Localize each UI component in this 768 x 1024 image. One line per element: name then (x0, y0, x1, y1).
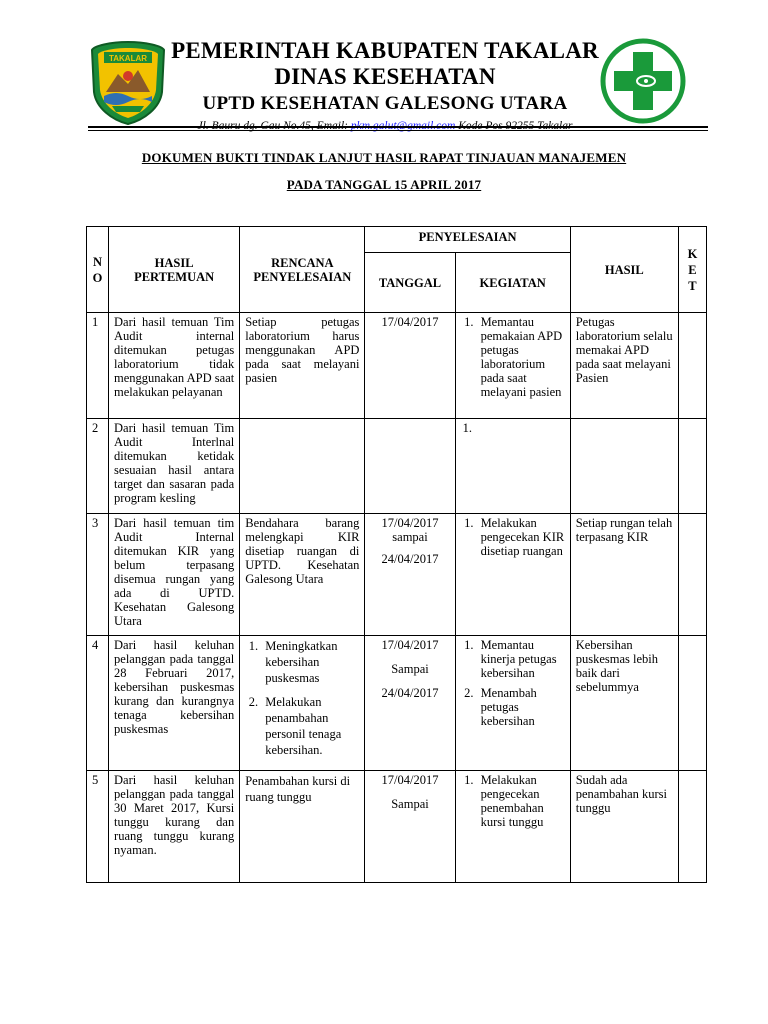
letterhead (0, 0, 768, 135)
takalar-emblem-logo (88, 40, 168, 125)
header-tanggal: TANGGAL (365, 253, 455, 313)
letterhead-text (170, 38, 600, 132)
row-kegiatan (455, 514, 570, 636)
header-hasil-pertemuan: HASIL PERTEMUAN (109, 227, 240, 313)
row-tanggal (365, 514, 455, 636)
row-ket (678, 771, 706, 883)
row-hasil: Setiap rungan telah terpasang KIR (570, 514, 678, 636)
row-kegiatan (455, 313, 570, 419)
tanggal-start: 17/04/2017 (381, 638, 439, 652)
row-hasil-pertemuan: Dari hasil temuan Tim Audit internal ditemukan petugas laboratorium tidak menggunakan APD saat melakukan pelayanan (109, 313, 240, 419)
header-ket: K E T (678, 227, 706, 313)
table-header-row (87, 227, 707, 253)
row-kegiatan (455, 636, 570, 771)
row-no: 1 (87, 313, 109, 419)
row-tanggal (365, 771, 455, 883)
row-no: 4 (87, 636, 109, 771)
tanggal-end: 24/04/2017 (381, 552, 439, 566)
table-row (87, 771, 707, 883)
row-hasil-pertemuan: Dari hasil temuan tim Audit Internal ditemukan KIR yang belum terpasang disemua rungan yang ada di UPTD. Kesehatan Galesong Utara (109, 514, 240, 636)
document-title: DOKUMEN BUKTI TINDAK LANJUT HASIL RAPAT TINJAUAN MANAJEMEN (141, 150, 627, 165)
table-row (87, 313, 707, 419)
row-rencana: Bendahara barang melengkapi KIR disetiap ruangan di UPTD. Kesehatan Galesong Utara (240, 514, 365, 636)
header-penyelesaian: PENYELESAIAN (365, 227, 570, 253)
row-hasil: Petugas laboratorium selalu memakai APD pada saat melayani Pasien (570, 313, 678, 419)
kegiatan-item: 1. Memantau kinerja petugas kebersihan (477, 638, 565, 680)
tanggal-sampai: Sampai (391, 662, 429, 676)
table-row (87, 419, 707, 514)
unit-name: UPTD KESEHATAN GALESONG UTARA (202, 93, 568, 114)
row-no: 5 (87, 771, 109, 883)
tanggal-sampai: Sampai (391, 797, 429, 811)
row-hasil-pertemuan: Dari hasil keluhan pelanggan pada tanggal 28 Februari 2017, kebersihan puskesmas kurang dan kurangnya tenaga kebersihan puskesmas (109, 636, 240, 771)
row-hasil-pertemuan: Dari hasil temuan Tim Audit Interlnal ditemukan ketidak sesuaian hasil antara target dan sasaran pada program kesling (109, 419, 240, 514)
tanggal-start: 17/04/2017 (381, 773, 439, 787)
kegiatan-marker: 1. (462, 421, 472, 435)
header-rule-thin (88, 130, 708, 131)
table-row (87, 514, 707, 636)
tanggal-sampai: sampai (392, 530, 428, 544)
header-no: N O (87, 227, 109, 313)
row-kegiatan (455, 419, 570, 514)
kegiatan-item: 2. Menambah petugas kebersihan (477, 686, 565, 728)
emblem-text: TAKALAR (108, 54, 148, 63)
follow-up-table (86, 226, 707, 883)
row-tanggal: 17/04/2017 (365, 313, 455, 419)
tanggal-end: 24/04/2017 (381, 686, 439, 700)
row-ket (678, 313, 706, 419)
row-no: 3 (87, 514, 109, 636)
row-hasil (570, 419, 678, 514)
row-rencana (240, 636, 365, 771)
row-tanggal (365, 636, 455, 771)
header-rencana-penyelesaian: RENCANA PENYELESAIAN (240, 227, 365, 313)
row-hasil: Kebersihan puskesmas lebih baik dari sebelummya (570, 636, 678, 771)
row-rencana: Penambahan kursi di ruang tunggu (240, 771, 365, 883)
row-hasil-pertemuan: Dari hasil keluhan pelanggan pada tanggal 30 Maret 2017, Kursi tunggu kurang dan ruang tunggu kurang nyaman. (109, 771, 240, 883)
header-rule-thick (88, 126, 708, 128)
government-name: PEMERINTAH KABUPATEN TAKALAR (171, 38, 599, 63)
rencana-item: 2. Melakukan penambahan personil tenaga kebersihan. (261, 694, 359, 758)
department-name: DINAS KESEHATAN (274, 64, 496, 89)
row-no: 2 (87, 419, 109, 514)
row-hasil: Sudah ada penambahan kursi tunggu (570, 771, 678, 883)
row-ket (678, 514, 706, 636)
kegiatan-item: 1. Melakukan pengecekan penembahan kursi tunggu (477, 773, 565, 829)
row-tanggal (365, 419, 455, 514)
row-rencana (240, 419, 365, 514)
rencana-item: 1. Meningkatkan kebersihan puskesmas (261, 638, 359, 686)
tanggal-start: 17/04/2017 (381, 516, 439, 530)
row-ket (678, 419, 706, 514)
row-ket (678, 636, 706, 771)
table-row (87, 636, 707, 771)
kegiatan-item: 1. Memantau pemakaian APD petugas laboratorium pada saat melayani pasien (477, 315, 565, 399)
header-hasil: HASIL (570, 227, 678, 313)
header-kegiatan: KEGIATAN (455, 253, 570, 313)
row-kegiatan (455, 771, 570, 883)
row-rencana: Setiap petugas laboratorium harus menggunakan APD pada saat melayani pasien (240, 313, 365, 419)
puskesmas-cross-logo (600, 38, 686, 124)
document-date: PADA TANGGAL 15 APRIL 2017 (286, 177, 482, 192)
kegiatan-item: 1. Melakukan pengecekan KIR disetiap ruangan (477, 516, 565, 558)
